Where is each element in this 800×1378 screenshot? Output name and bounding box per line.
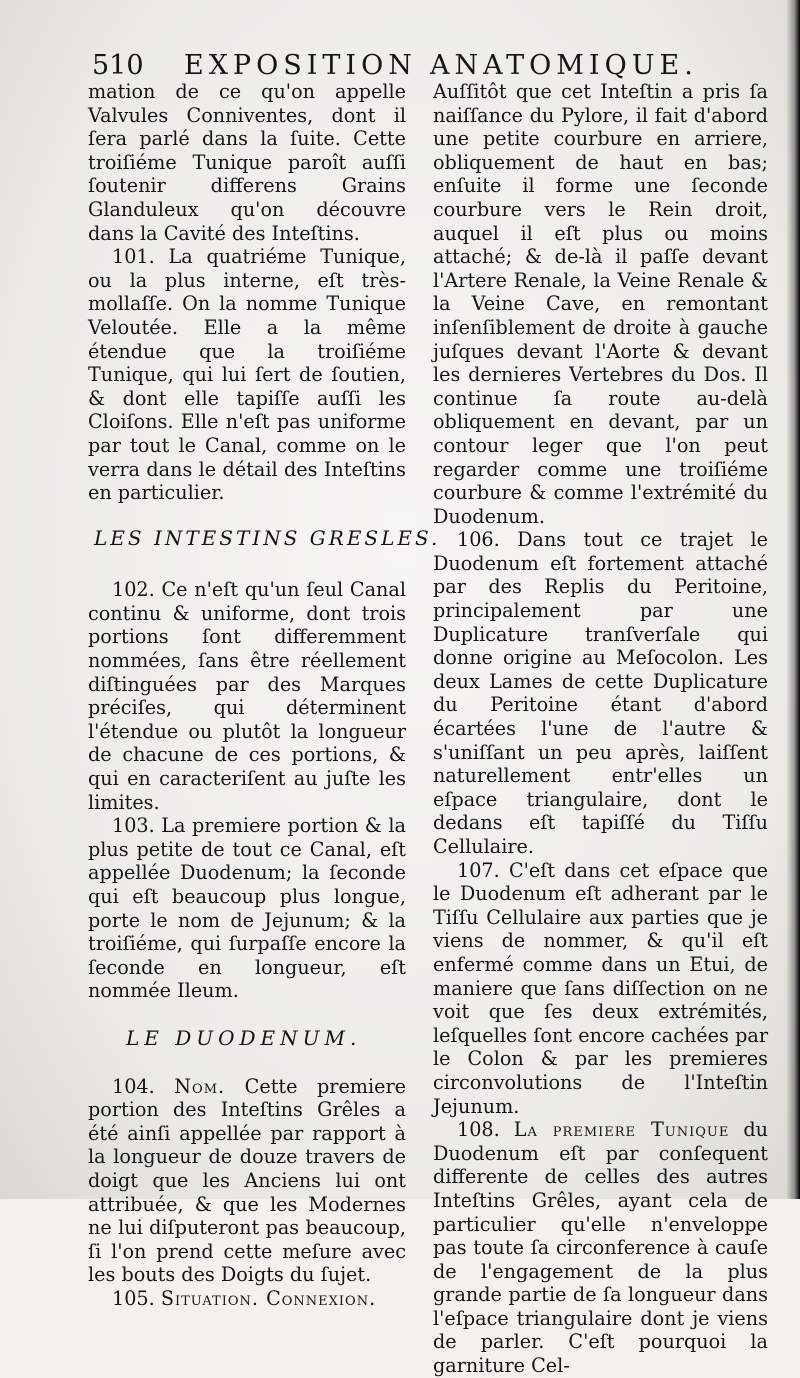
paragraph-107: 107. C'eſt dans cet eſpace que le Duodenum eſt adherant par le Tiſſu Cellulaire aux parties que je viens de nommer, & qu'il eſt enfermé comme dans un Etui, de maniere que ſans diſſection on ne voit que ſes deux extrémités, leſquelles ſont encore cachées par le Colon & par les premieres circonvolutions de l'Inteſtin Jejunum. (433, 858, 768, 1118)
paragraph-105 (88, 1287, 406, 1311)
paragraph-104 (88, 1075, 406, 1287)
right-column (433, 80, 768, 1378)
paragraph-104-text: Cette premiere portion des Inteſtins Grêles a été ainſi appellée par rapport à la longueur de douze travers de doigt que les Anciens lui ont attribuée, & que les Modernes ne lui diſputeront pas beaucoup, ſi l'on prend cette meſure avec les bouts des Doigts du ſujet. (88, 1074, 407, 1287)
left-column (88, 80, 441, 1311)
paragraph-106: 106. Dans tout ce trajet le Duodenum eſt fortement attaché par des Replis du Peritoine, principalement par une Duplicature tranſverſale qui donne origine au Meſocolon. Les deux Lames de cette Duplicature du Peritoine étant d'abord écartées l'une de l'autre & s'uniſſant un peu après, laiſſent naturellement entr'elles un eſpace triangulaire, dont le dedans eſt tapiſſé du Tiſſu Cellulaire. (433, 528, 768, 858)
paragraph-101: 101. La quatriéme Tunique, ou la plus interne, eſt très-mollaſſe. On la nomme Tunique Veloutée. Elle a la même étendue que la troiſiéme Tunique, qui lui ſert de ſoutien, & dont elle tapiſſe auſſi les Cloiſons. Elle n'eſt pas uniforme par tout le Canal, comme on le verra dans le détail des Inteſtins en particulier. (88, 245, 406, 505)
section-heading-duodenum: LE DUODENUM. (126, 1025, 362, 1050)
section-heading-intestins-gresles: LES INTESTINS GRESLES. (94, 525, 441, 550)
paragraph-105-continued: Auſſitôt que cet Inteſtin a pris ſa naiſſance du Pylore, il fait d'abord une petite courbure en arriere, obliquement de haut en bas; enſuite il forme une ſeconde courbure vers le Rein droit, auquel il eſt plus ou moins attaché; & de-là il paſſe devant l'Artere Renale, la Veine Renale & la Veine Cave, en remontant inſenſiblement de droite à gauche juſques devant l'Aorte & devant les dernieres Vertebres du Dos. Il continue ſa route au-delà obliquement en devant, par un contour leger que l'on peut regarder comme une troiſiéme courbure & comme l'extrémité du Duodenum. (433, 80, 768, 528)
paragraph-104-topic: Nom. (174, 1074, 226, 1098)
paragraph-105-topic: Situation. Connexion. (160, 1286, 377, 1310)
paragraph-104-number: 104. (112, 1074, 155, 1098)
page-number: 510 (92, 50, 144, 81)
paragraph-108 (433, 1118, 768, 1378)
paragraph-105-number: 105. (112, 1286, 155, 1310)
paragraph-108-number: 108. (457, 1118, 500, 1142)
header-title-left: EXPOSITION (184, 50, 417, 81)
paragraph-108-topic: La premiere Tunique (513, 1118, 730, 1142)
paragraph-103: 103. La premiere portion & la plus petite de tout ce Canal, eſt appellée Duodenum; la ſeconde qui eſt beaucoup plus longue, porte le nom de Jejunum; & la troiſiéme, qui ſurpaſſe encore la ſeconde en longueur, eſt nommée Ileum. (88, 814, 406, 1003)
page-gutter-shadow (786, 0, 800, 1199)
paragraph-continued: mation de ce qu'on appelle Valvules Conniventes, dont il ſera parlé dans la ſuite. Cette troiſiéme Tunique paroît auſſi ſoutenir differens Grains Glanduleux qu'on découvre dans la Cavité des Inteſtins. (88, 80, 406, 245)
header-title-right: ANATOMIQUE. (430, 50, 698, 81)
paragraph-102: 102. Ce n'eſt qu'un ſeul Canal continu & uniforme, dont trois portions ſont differemment nommées, ſans être réellement diſtinguées par des Marques préciſes, qui déterminent l'étendue ou plutôt la longueur de chacune de ces portions, & qui en caracteriſent au juſte les limites. (88, 578, 406, 814)
paragraph-108-text: du Duodenum eſt par conſequent differente de celles des autres Inteſtins Grêles, ayant cela de particulier qu'elle n'enveloppe pas toute ſa circonference à cauſe de l'engagement de la plus grande partie de ſa longueur dans l'eſpace triangulaire dont je viens de parler. C'eſt pourquoi la garniture Cel- (433, 1118, 768, 1378)
